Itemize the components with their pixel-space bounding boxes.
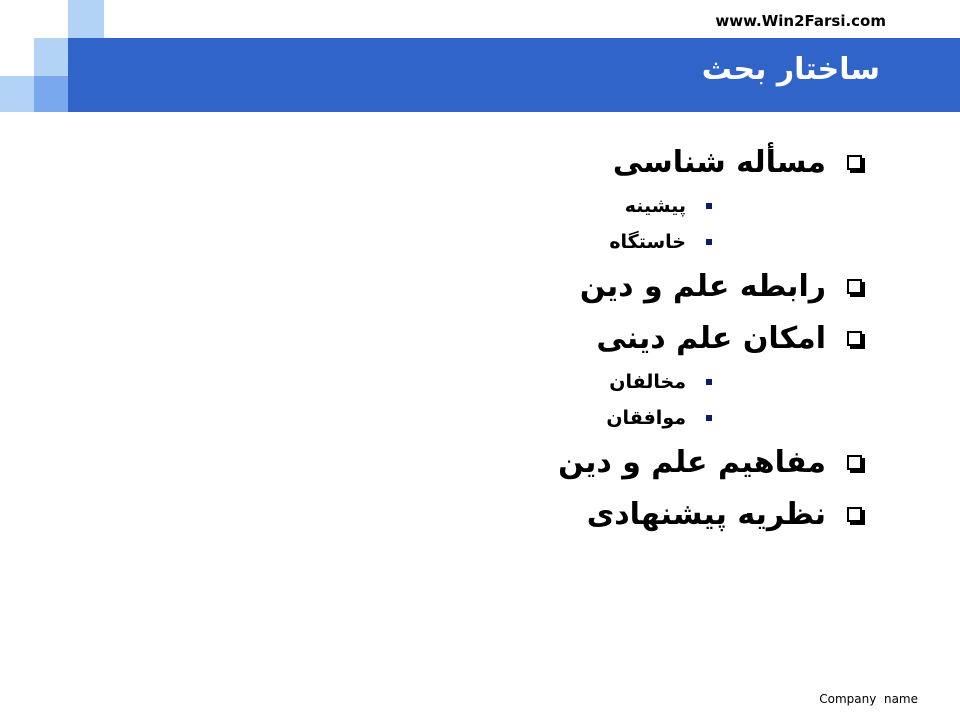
outline-item [334, 436, 854, 488]
outline-item-label: مسأله شناسی [612, 144, 826, 180]
checkbox-bullet-icon [847, 455, 862, 470]
outline-item [334, 488, 854, 540]
outline-item [334, 260, 854, 312]
corner-square [34, 38, 68, 76]
outline-item-label: امکان علم دینی [596, 320, 826, 356]
checkbox-bullet-icon [847, 155, 862, 170]
outline-subitem [334, 364, 854, 400]
corner-square [68, 0, 104, 38]
outline-item [334, 136, 854, 188]
outline-subitem [334, 188, 854, 224]
company-name: Company name [819, 692, 918, 706]
outline-item [334, 312, 854, 364]
square-bullet-icon [706, 379, 712, 385]
outline-subitem [334, 400, 854, 436]
slide-title: ساختار بحث [701, 52, 880, 87]
outline-item-label: نظریه پیشنهادی [586, 496, 826, 532]
square-bullet-icon [706, 239, 712, 245]
checkbox-bullet-icon [847, 331, 862, 346]
outline-item-label: رابطه علم و دین [579, 268, 826, 304]
square-bullet-icon [706, 203, 712, 209]
corner-square [0, 76, 34, 112]
outline-subitem-label: موافقان [606, 407, 686, 429]
outline-subitem-label: پیشینه [624, 195, 686, 217]
outline-subitem-label: خاستگاه [609, 231, 686, 253]
checkbox-bullet-icon [847, 279, 862, 294]
outline-list [334, 136, 854, 540]
outline-subitem-label: مخالفان [609, 371, 686, 393]
outline-subitem [334, 224, 854, 260]
outline-item-label: مفاهیم علم و دین [558, 444, 826, 480]
square-bullet-icon [706, 415, 712, 421]
website-label: www.Win2Farsi.com [715, 12, 886, 30]
checkbox-bullet-icon [847, 507, 862, 522]
corner-square [34, 76, 68, 112]
